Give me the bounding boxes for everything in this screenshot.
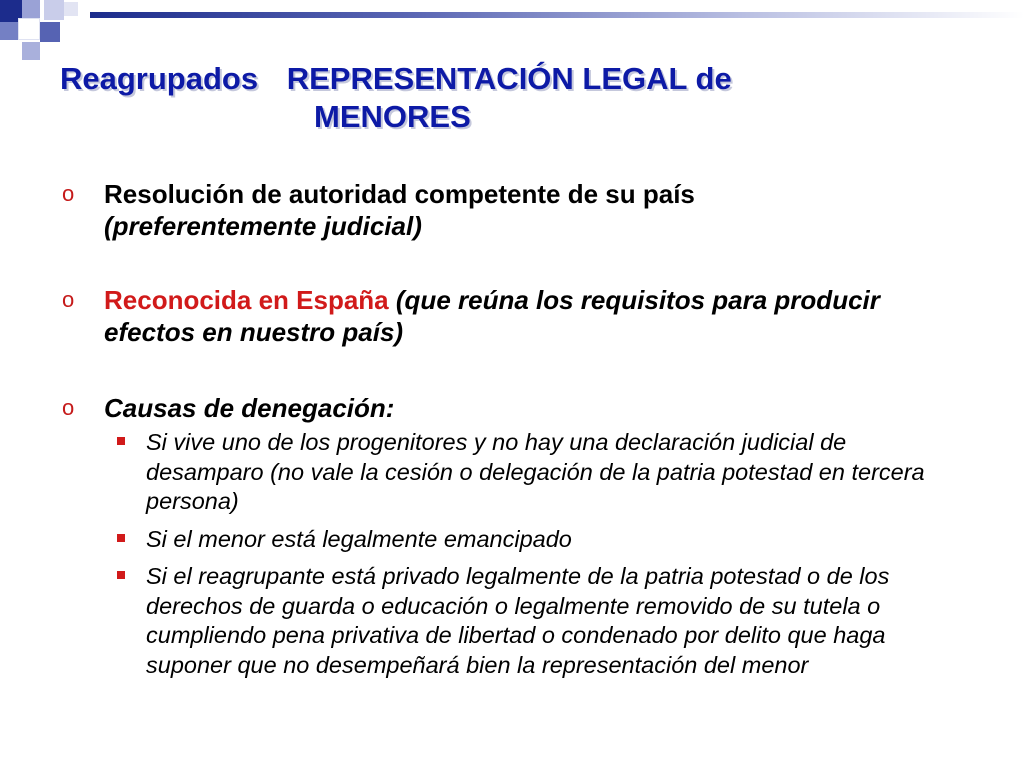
bullet-text-italic: Causas de denegación: (104, 393, 395, 423)
deco-square (64, 2, 78, 16)
bullet-item (60, 392, 960, 424)
circle-bullet-icon: o (62, 395, 75, 420)
title-part-1: Reagrupados (60, 61, 259, 96)
circle-bullet-icon: o (62, 287, 75, 312)
deco-square (0, 22, 18, 40)
corner-decoration (0, 0, 1024, 60)
deco-square (18, 18, 40, 40)
title-part-2: REPRESENTACIÓN LEGAL de (286, 61, 732, 96)
header-gradient-bar (90, 12, 1024, 18)
title-part-3: MENORES (314, 99, 471, 134)
sub-bullet-item (60, 428, 960, 517)
deco-square (40, 22, 60, 42)
square-bullet-icon (117, 437, 125, 445)
square-bullet-icon (117, 534, 125, 542)
sub-bullet-text: Si el menor está legalmente emancipado (146, 525, 572, 552)
bullet-text-italic: (preferentemente judicial) (104, 211, 422, 241)
deco-square (44, 0, 64, 20)
deco-square (22, 0, 40, 18)
bullet-item (60, 284, 960, 348)
slide-title (60, 60, 960, 136)
bullet-list (60, 178, 960, 680)
bullet-item (60, 178, 960, 242)
circle-bullet-icon: o (62, 181, 75, 206)
sub-bullet-item (60, 562, 960, 680)
square-bullet-icon (117, 571, 125, 579)
bullet-text-red: Reconocida en España (104, 285, 389, 315)
bullet-text: Resolución de autoridad competente de su país (104, 179, 695, 209)
sub-bullet-item (60, 525, 960, 555)
bullet-text-italic: (que reúna los requisitos para producir efectos en nuestro país) (104, 285, 880, 347)
sub-bullet-text: Si vive uno de los progenitores y no hay una declaración judicial de desamparo (no vale la cesión o delegación de la patria potestad en tercera persona) (146, 429, 925, 514)
deco-square (22, 42, 40, 60)
sub-bullet-text: Si el reagrupante está privado legalmente de la patria potestad o de los derechos de guarda o educación o legalmente removido de su tutela o cumpliendo pena privativa de libertad o condenado por delito que haga suponer que no desempeñará bien la representación del menor (146, 563, 890, 678)
